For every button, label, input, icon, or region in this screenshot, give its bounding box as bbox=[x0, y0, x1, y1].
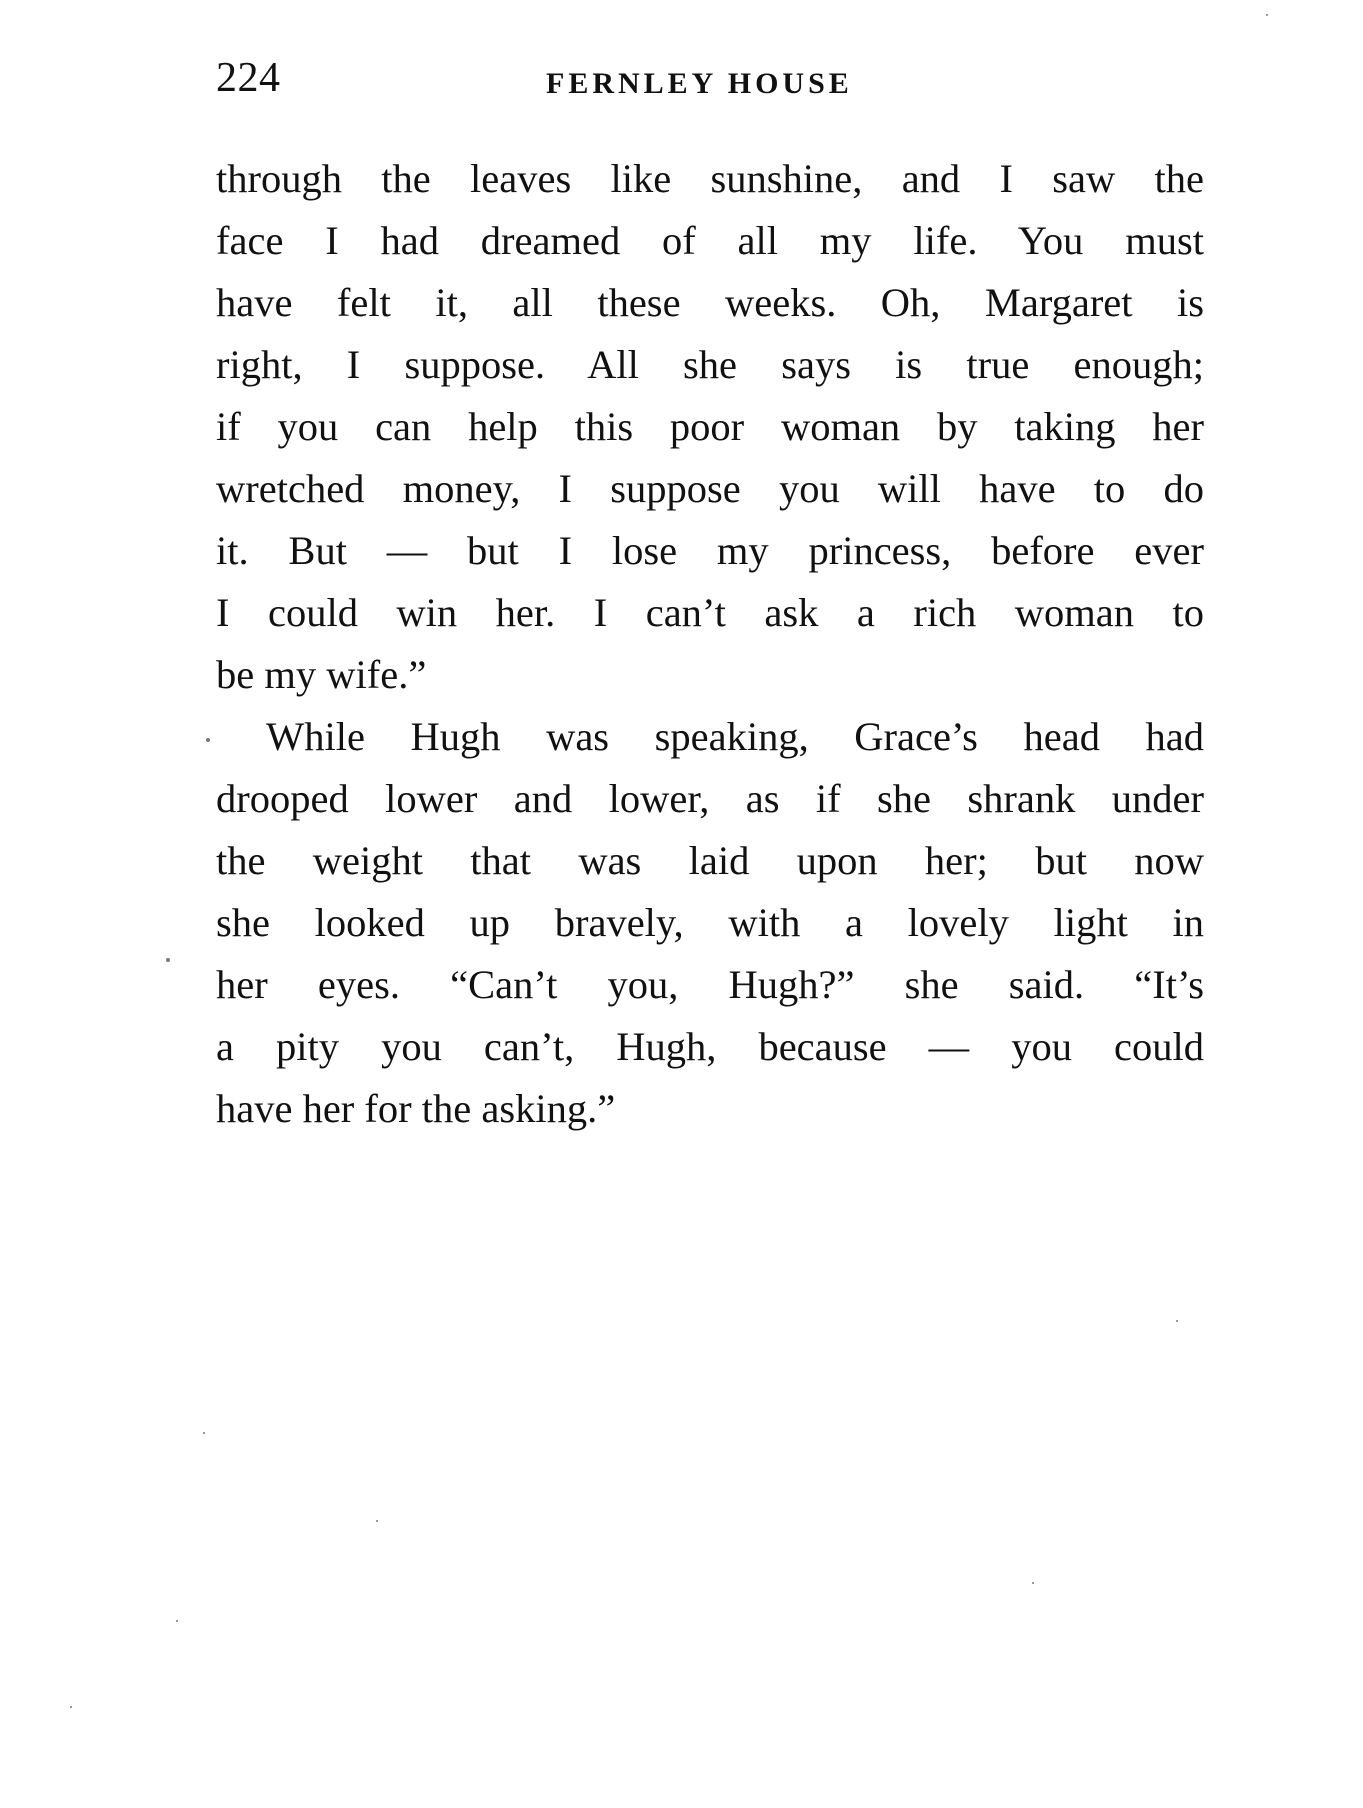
text-line: right, I suppose. All she says is true enough; bbox=[216, 342, 1204, 387]
text-line: be my wife.” bbox=[216, 652, 427, 697]
scan-speck bbox=[176, 1620, 178, 1622]
text-line: face I had dreamed of all my life. You must bbox=[216, 218, 1204, 263]
scan-speck bbox=[1032, 1582, 1034, 1584]
scan-speck bbox=[166, 958, 170, 962]
text-line: through the leaves like sunshine, and I saw the bbox=[216, 156, 1204, 201]
scan-speck bbox=[203, 1432, 205, 1434]
paragraph-1 bbox=[216, 148, 1204, 706]
paragraph-2 bbox=[216, 706, 1204, 1140]
text-line: have her for the asking.” bbox=[216, 1086, 616, 1131]
scan-speck bbox=[1266, 14, 1268, 16]
scan-speck bbox=[206, 738, 210, 742]
page-number: 224 bbox=[216, 55, 281, 101]
scan-speck bbox=[376, 1520, 378, 1522]
scan-speck bbox=[70, 1706, 72, 1708]
text-line: she looked up bravely, with a lovely light in bbox=[216, 900, 1204, 945]
text-line: a pity you can’t, Hugh, because — you could bbox=[216, 1024, 1204, 1069]
text-line: drooped lower and lower, as if she shrank under bbox=[216, 776, 1204, 821]
body-text bbox=[216, 148, 1204, 1140]
page-header bbox=[216, 48, 1206, 108]
text-line: wretched money, I suppose you will have to do bbox=[216, 466, 1204, 511]
text-line: have felt it, all these weeks. Oh, Margaret is bbox=[216, 280, 1204, 325]
text-line: While Hugh was speaking, Grace’s head had bbox=[266, 714, 1204, 759]
text-line: her eyes. “Can’t you, Hugh?” she said. “It’s bbox=[216, 962, 1204, 1007]
running-head: FERNLEY HOUSE bbox=[546, 67, 853, 100]
text-line: if you can help this poor woman by taking her bbox=[216, 404, 1204, 449]
text-line: it. But — but I lose my princess, before ever bbox=[216, 528, 1204, 573]
text-line: the weight that was laid upon her; but now bbox=[216, 838, 1204, 883]
scan-speck bbox=[1176, 1320, 1178, 1322]
text-line: I could win her. I can’t ask a rich woman to bbox=[216, 590, 1204, 635]
